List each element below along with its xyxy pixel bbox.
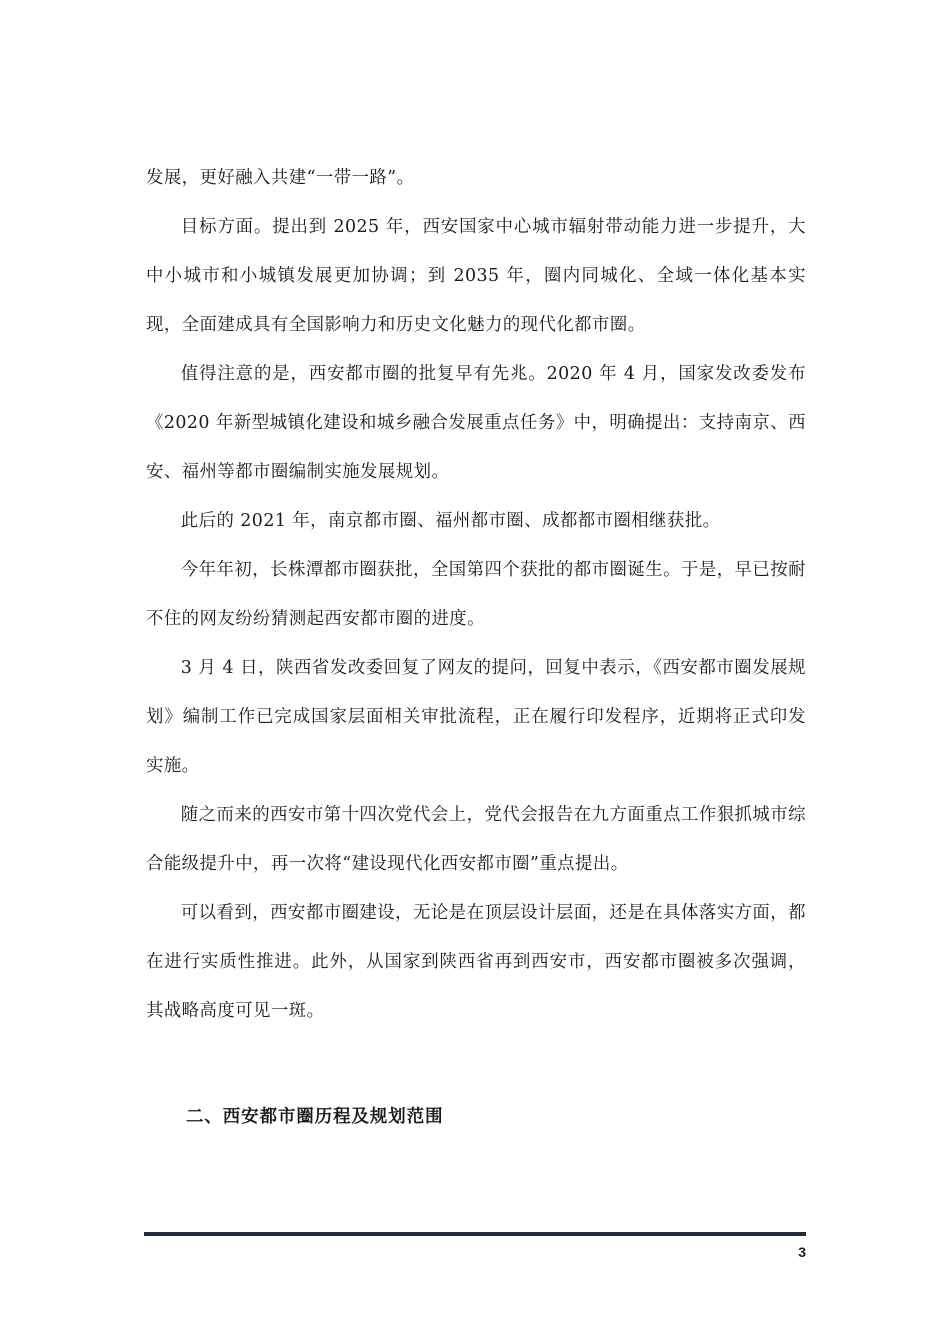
paragraph-7: 随之而来的西安市第十四次党代会上，党代会报告在九方面重点工作狠抓城市综合能级提升中，再一次将“建设现代化西安都市圈”重点提出。	[146, 805, 806, 874]
paragraph-6: 3 月 4 日，陕西省发改委回复了网友的提问，回复中表示，《西安都市圈发展规划》编制工作已完成国家层面相关审批流程，正在履行印发程序，近期将正式印发实施。	[146, 658, 806, 776]
body-text	[146, 154, 806, 1036]
paragraph-4: 此后的 2021 年，南京都市圈、福州都市圈、成都都市圈相继获批。	[180, 511, 721, 531]
paragraph-3: 值得注意的是，西安都市圈的批复早有先兆。2020 年 4 月，国家发改委发布《2020 年新型城镇化建设和城乡融合发展重点任务》中，明确提出：支持南京、西安、福州等都市圈编制实施发展规划。	[146, 364, 806, 482]
page-number: 3	[798, 1244, 806, 1260]
paragraph-5: 今年年初，长株潭都市圈获批，全国第四个获批的都市圈诞生。于是，早已按耐不住的网友纷纷猜测起西安都市圈的进度。	[146, 560, 806, 629]
section-heading: 二、西安都市圈历程及规划范围	[186, 1107, 444, 1127]
paragraph-8: 可以看到，西安都市圈建设，无论是在顶层设计层面，还是在具体落实方面，都在进行实质性推进。此外，从国家到陕西省再到西安市，西安都市圈被多次强调，其战略高度可见一斑。	[146, 903, 806, 1021]
footer-divider	[144, 1232, 806, 1236]
paragraph-2: 目标方面。提出到 2025 年，西安国家中心城市辐射带动能力进一步提升，大中小城市和小城镇发展更加协调；到 2035 年，圈内同城化、全域一体化基本实现，全面建成具有全国影响力和历史文化魅力的现代化都市圈。	[146, 217, 806, 335]
paragraph-1: 发展，更好融入共建“一带一路”。	[146, 168, 415, 188]
